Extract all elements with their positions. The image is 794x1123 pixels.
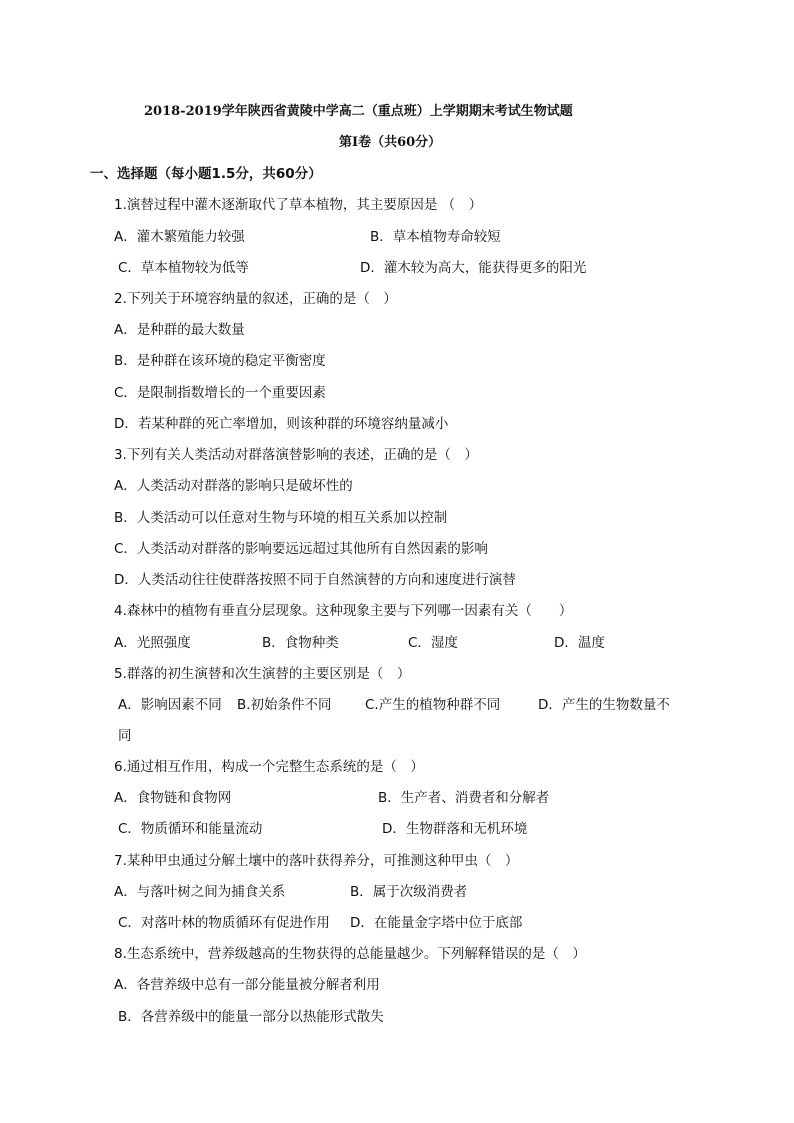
question-7-option-d: D．在能量金字塔中位于底部 (350, 915, 523, 931)
question-3-option-c: C．人类活动对群落的影响要远远超过其他所有自然因素的影响 (114, 541, 488, 557)
question-4-option-a: A．光照强度 (114, 635, 191, 651)
question-5-option-c: C.产生的植物种群不同 (365, 697, 501, 713)
question-4-option-d: D．温度 (554, 635, 605, 651)
question-1-stem: 1.演替过程中灌木逐渐取代了草本植物，其主要原因是 （ ） (114, 197, 483, 213)
section-heading: 一、选择题（每小题1.5分，共60分） (90, 166, 322, 182)
question-3-option-b: B．人类活动可以任意对生物与环境的相互关系加以控制 (114, 510, 448, 526)
question-6-option-c: C．物质循环和能量流动 (118, 821, 263, 837)
question-7-option-b: B．属于次级消费者 (350, 884, 468, 900)
question-2-option-b: B．是种群在该环境的稳定平衡密度 (114, 353, 326, 369)
question-6-option-b: B．生产者、消费者和分解者 (378, 790, 550, 806)
question-3-option-d: D．人类活动往往使群落按照不同于自然演替的方向和速度进行演替 (114, 572, 516, 588)
question-3-stem: 3.下列有关人类活动对群落演替影响的表述，正确的是（ ） (114, 447, 478, 463)
question-8-stem: 8.生态系统中，营养级越高的生物获得的总能量越少。下列解释错误的是（ ） (114, 946, 586, 962)
question-2-option-a: A．是种群的最大数量 (114, 322, 245, 338)
question-3-option-a: A．人类活动对群落的影响只是破坏性的 (114, 478, 353, 494)
part-title: 第Ⅰ卷（共60分） (339, 135, 442, 150)
question-2-stem: 2.下列关于环境容纳量的叙述，正确的是（ ） (114, 291, 397, 307)
question-4-option-c: C．湿度 (408, 635, 458, 651)
document-title: 2018-2019学年陕西省黄陵中学高二（重点班）上学期期末考试生物试题 (144, 104, 573, 119)
question-1-option-a: A．灌木繁殖能力较强 (114, 229, 245, 245)
question-7-option-c: C．对落叶林的物质循环有促进作用 (118, 915, 330, 931)
question-5-option-d-wrap: 同 (118, 728, 132, 744)
question-5-stem: 5.群落的初生演替和次生演替的主要区别是（ ） (114, 666, 411, 682)
question-8-option-a: A．各营养级中总有一部分能量被分解者利用 (114, 977, 380, 993)
question-1-option-d: D．灌木较为高大，能获得更多的阳光 (360, 260, 587, 276)
question-6-option-d: D．生物群落和无机环境 (382, 821, 528, 837)
question-4-option-b: B．食物种类 (262, 635, 339, 651)
question-5-option-b: B.初始条件不同 (237, 697, 332, 713)
question-2-option-c: C．是限制指数增长的一个重要因素 (114, 385, 326, 401)
question-1-option-b: B．草本植物寿命较短 (370, 229, 501, 245)
question-6-stem: 6.通过相互作用，构成一个完整生态系统的是（ ） (114, 759, 424, 775)
question-2-option-d: D．若某种群的死亡率增加，则该种群的环境容纳量减小 (114, 416, 449, 432)
question-8-option-b: B．各营养级中的能量一部分以热能形式散失 (118, 1009, 384, 1025)
question-7-stem: 7.某种甲虫通过分解土壤中的落叶获得养分，可推测这种甲虫（ ） (114, 853, 519, 869)
question-1-option-c: C．草本植物较为低等 (118, 260, 249, 276)
question-4-stem: 4.森林中的植物有垂直分层现象。这种现象主要与下列哪一因素有关（ ） (114, 603, 573, 619)
question-5-option-a: A．影响因素不同 (118, 697, 222, 713)
question-5-option-d: D．产生的生物数量不 (538, 697, 670, 713)
question-6-option-a: A．食物链和食物网 (114, 790, 232, 806)
question-7-option-a: A．与落叶树之间为捕食关系 (114, 884, 286, 900)
